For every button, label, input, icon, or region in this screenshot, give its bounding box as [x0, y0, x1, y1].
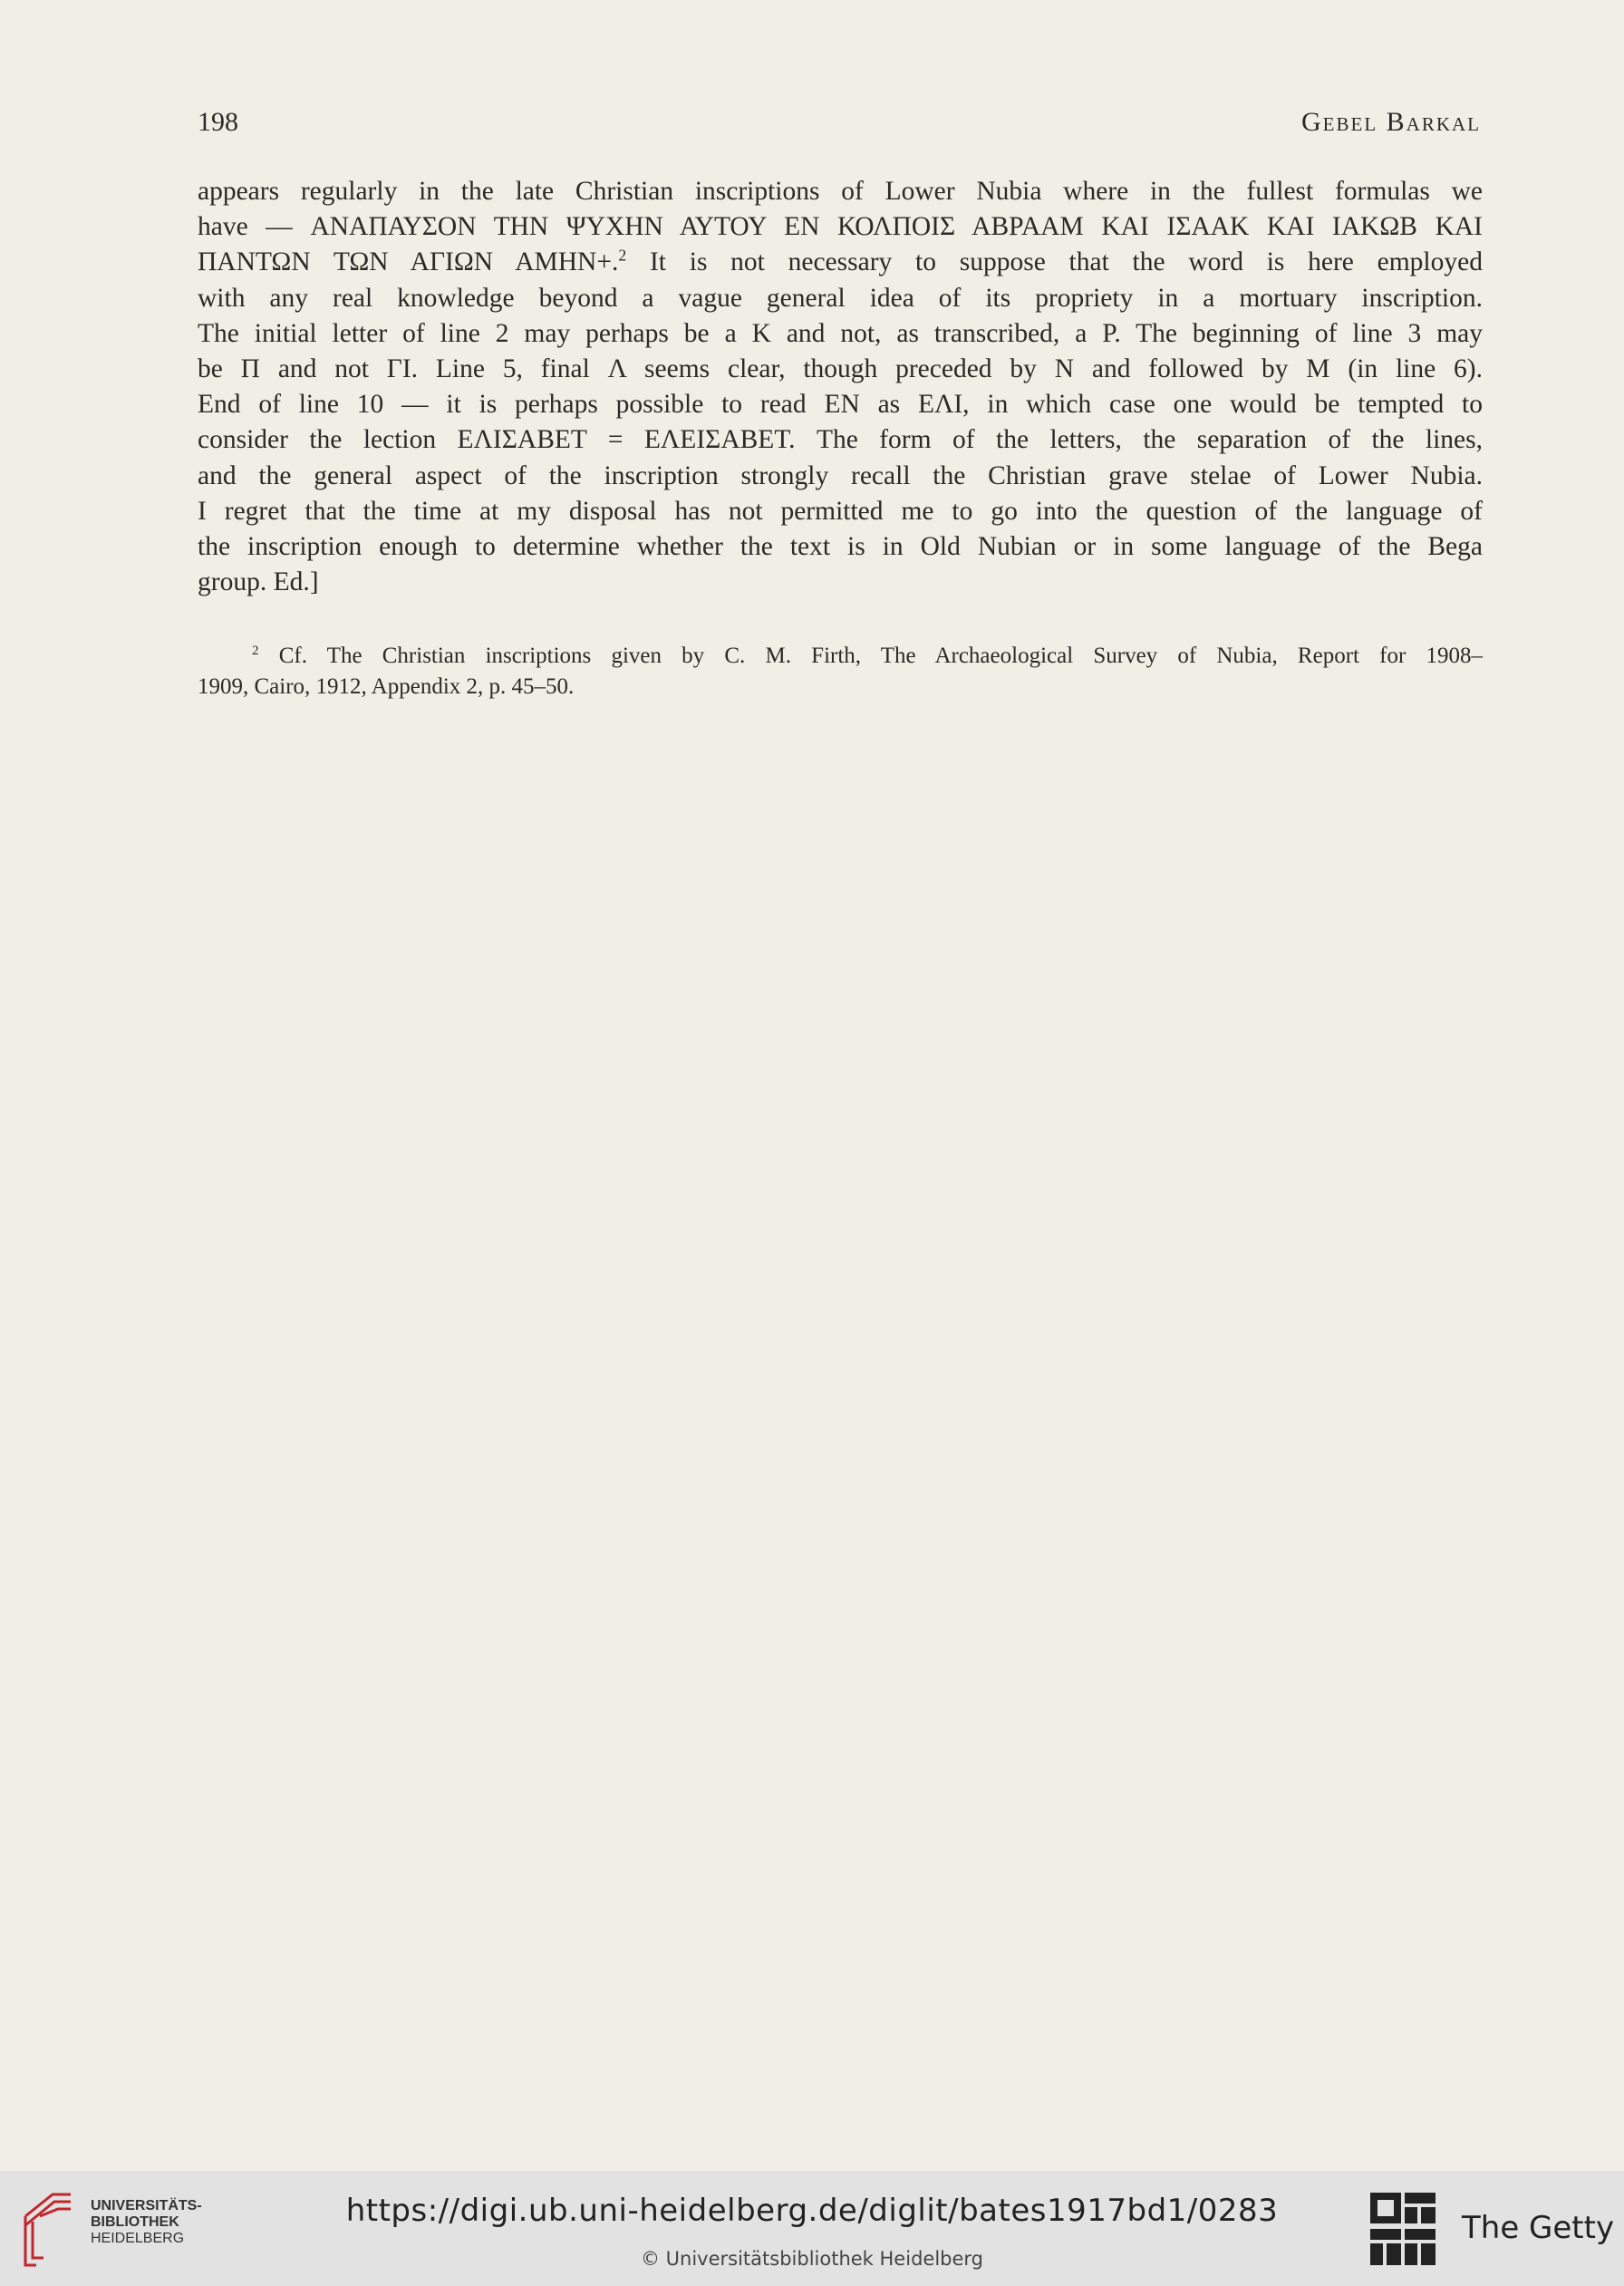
- viewer-footer: [0, 2171, 1624, 2286]
- page-number: 198: [198, 107, 238, 137]
- footnote-text: Cf. The Christian inscriptions given by C. M. Firth, The Archaeological Survey of Nubia, Report for 1908–: [258, 644, 1483, 668]
- body-line: I regret that the time at my disposal has not permitted me to go into the question of the language of: [198, 496, 1483, 526]
- footnote-marker: 2: [252, 644, 259, 658]
- getty-logo-icon[interactable]: [1368, 2191, 1437, 2267]
- footnote: [198, 641, 1483, 702]
- body-line: consider the lection ΕΛΙΣΑΒΕΤ = ΕΛΕΙΣΑΒΕΤ. The form of the letters, the separation of the lines,: [198, 425, 1483, 455]
- footnote-line: 1909, Cairo, 1912, Appendix 2, p. 45–50.: [198, 674, 575, 699]
- body-paragraph: [198, 174, 1483, 600]
- greek-formula-end: ΠΑΝΤΩΝ ΤΩΝ ΑΓΙΩΝ ΑΜΗΝ+.: [198, 247, 619, 277]
- running-head: Gebel Barkal: [1301, 107, 1481, 137]
- body-line: appears regularly in the late Christian inscriptions of Lower Nubia where in the fullest formulas we: [198, 177, 1483, 206]
- body-line-continuation: It is not necessary to suppose that the word is here employed: [626, 247, 1483, 277]
- body-line: The initial letter of line 2 may perhaps be a K and not, as transcribed, a P. The beginning of line 3 may: [198, 318, 1483, 348]
- body-line: the inscription enough to determine whether the text is in Old Nubian or in some language of the Bega: [198, 532, 1483, 562]
- getty-name: The Getty: [1462, 2210, 1615, 2246]
- document-url-link[interactable]: https://digi.ub.uni-heidelberg.de/diglit/bates1917bd1/0283: [345, 2193, 1279, 2229]
- body-line: group. Ed.]: [198, 567, 319, 597]
- footnote-reference[interactable]: 2: [618, 246, 627, 265]
- body-line: have — ΑΝΑΠΑΥΣΟΝ ΤΗΝ ΨΥΧΗΝ ΑΥΤΟΥ ΕΝ ΚΟΛΠΟΙΣ ΑΒΡΑΑΜ ΚΑΙ ΙΣΑΑΚ ΚΑΙ ΙΑΚΩΒ ΚΑΙ: [198, 212, 1483, 242]
- body-line: End of line 10 — it is perhaps possible to read EN as ΕΛΙ, in which case one would be tempted to: [198, 390, 1483, 420]
- body-line: with any real knowledge beyond a vague general idea of its propriety in a mortuary inscription.: [198, 283, 1483, 313]
- page-header: [198, 107, 1481, 143]
- body-line: and the general aspect of the inscription strongly recall the Christian grave stelae of Lower Nubia.: [198, 460, 1483, 490]
- body-line: be Π and not ΓΙ. Line 5, final Λ seems clear, though preceded by N and followed by M (in line 6).: [198, 354, 1483, 384]
- library-name: UNIVERSITÄTS- BIBLIOTHEK HEIDELBERG: [91, 2198, 202, 2246]
- body-line: [198, 245, 1483, 280]
- copyright-notice: © Universitätsbibliothek Heidelberg: [640, 2248, 983, 2270]
- footnote-line: [198, 641, 1483, 672]
